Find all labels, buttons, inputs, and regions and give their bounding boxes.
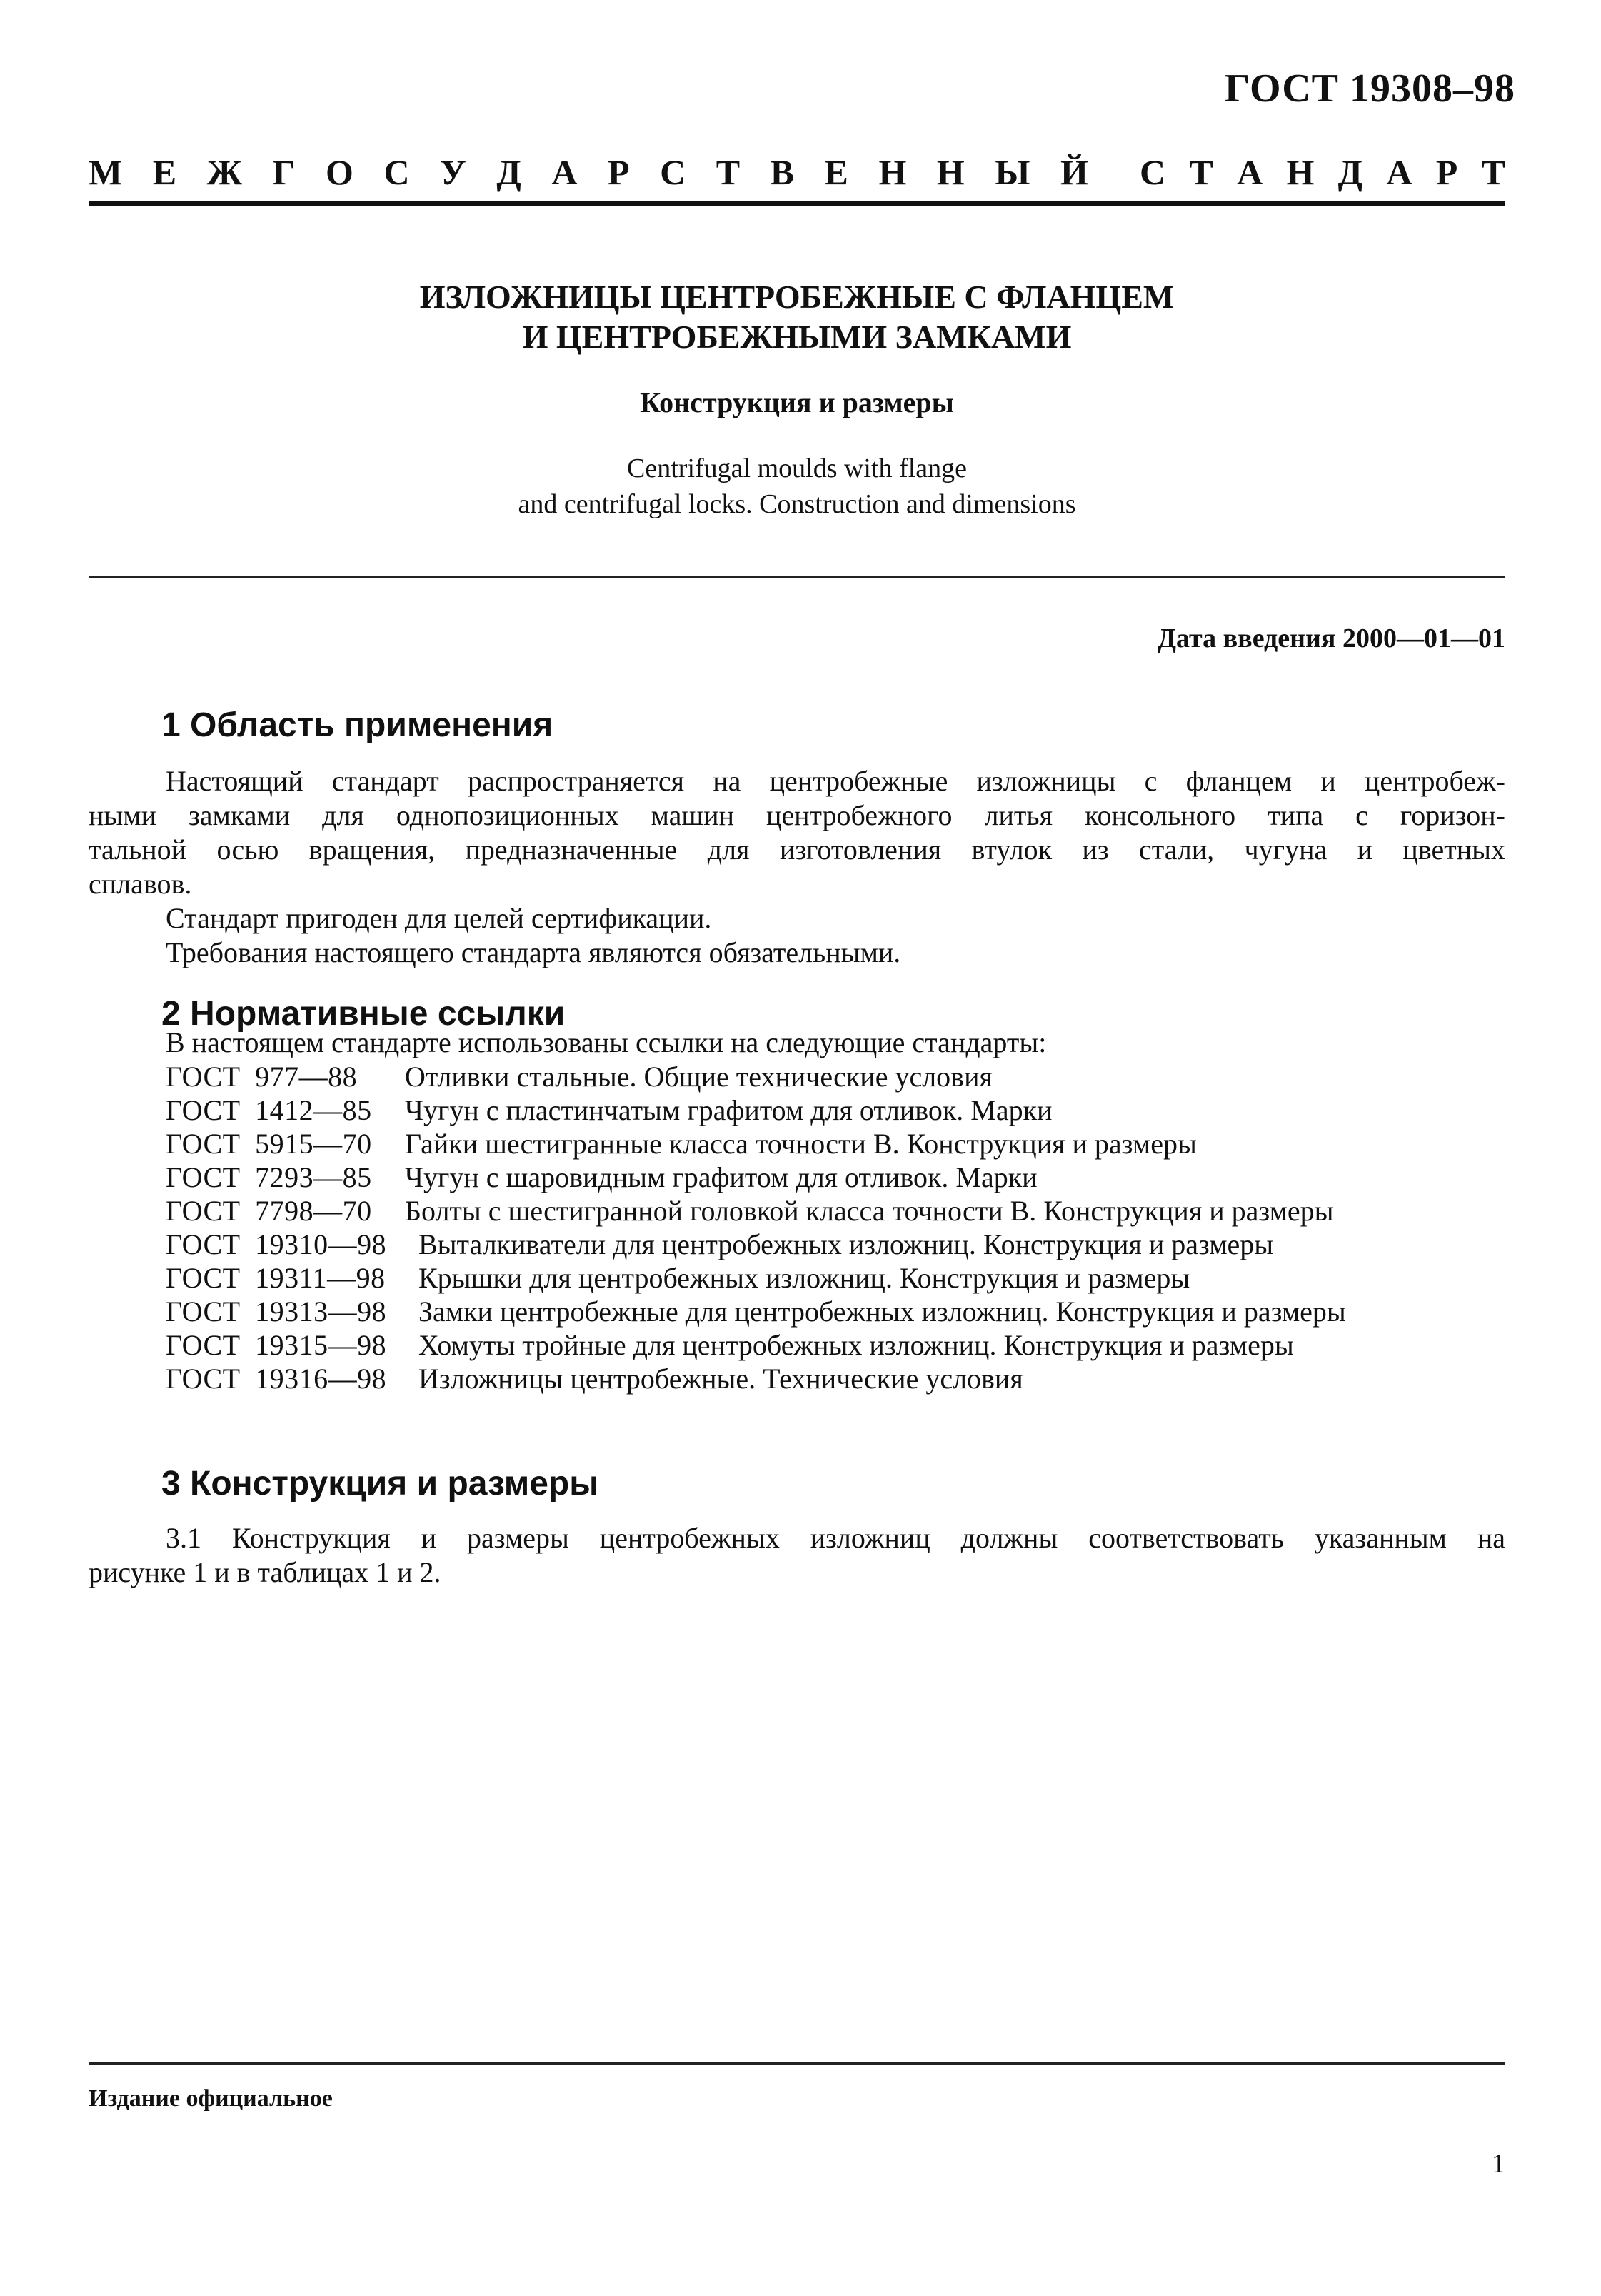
footer-divider (89, 2062, 1505, 2065)
standard-type-letter: С (383, 152, 410, 192)
reference-item (166, 1093, 1508, 1127)
standard-type-word-interstate (89, 151, 1088, 193)
standard-type-letter: В (770, 152, 794, 192)
reference-title: Чугун с шаровидным графитом для отливок. Марки (405, 1161, 1038, 1193)
reference-item (166, 1060, 1508, 1093)
reference-code: ГОСТ 977—88 (166, 1061, 358, 1093)
section-1-mandatory-line: Требования настоящего стандарта являются обязательными. (166, 936, 901, 968)
standard-type-letter: Й (1060, 152, 1088, 192)
standard-type-letter: Н (936, 152, 965, 192)
standard-type-letter: Г (272, 152, 296, 192)
standard-type-letter: У (440, 152, 466, 192)
standard-type-letter: Ж (206, 152, 243, 192)
standard-type-letter: А (1386, 152, 1412, 192)
reference-item (166, 1295, 1508, 1328)
section-3-heading: 3 Конструкция и размеры (161, 1465, 599, 1503)
section-3-line-2: рисунке 1 и в таблицах 1 и 2. (89, 1556, 441, 1588)
reference-item (166, 1328, 1508, 1362)
reference-code: ГОСТ 7798—70 (166, 1195, 372, 1227)
section-1-text (89, 764, 1505, 970)
standard-type-letter: Т (716, 152, 741, 192)
reference-title: Гайки шестигранные класса точности В. Конструкция и размеры (405, 1128, 1197, 1160)
standard-type-letter: Т (1189, 152, 1213, 192)
standard-type-letter: С (660, 152, 686, 192)
title-divider (89, 576, 1505, 578)
official-edition-label: Издание официальное (89, 2085, 333, 2112)
standard-type-word-standard (1140, 151, 1505, 193)
standard-type-letter: Р (607, 152, 630, 192)
reference-title: Хомуты тройные для центробежных изложниц. Конструкция и размеры (418, 1329, 1294, 1361)
page-number: 1 (1492, 2149, 1505, 2179)
section-1-line-3: тальной осью вращения, предназначенные для изготовления втулок из стали, чугуна и цветных (89, 833, 1505, 866)
standard-type-letter: О (326, 152, 353, 192)
section-3-text (89, 1521, 1505, 1590)
document-title-line-1: ИЗЛОЖНИЦЫ ЦЕНТРОБЕЖНЫЕ С ФЛАНЦЕМ (419, 279, 1175, 315)
english-title (89, 451, 1505, 522)
standard-type-heading (89, 151, 1505, 193)
section-1-line-4: сплавов. (89, 868, 192, 900)
reference-title: Изложницы центробежные. Технические условия (418, 1363, 1023, 1395)
reference-code: ГОСТ 7293—85 (166, 1161, 372, 1193)
document-title-line-2: И ЦЕНТРОБЕЖНЫМИ ЗАМКАМИ (522, 319, 1072, 355)
reference-item (166, 1362, 1508, 1395)
reference-title: Болты с шестигранной головкой класса точности В. Конструкция и размеры (405, 1195, 1334, 1227)
title-block (89, 277, 1505, 522)
standard-type-letter: А (551, 152, 578, 192)
reference-code: ГОСТ 19316—98 (166, 1363, 387, 1395)
reference-code: ГОСТ 19315—98 (166, 1329, 387, 1361)
header-divider (89, 201, 1505, 206)
standard-type-letter: Ы (995, 152, 1030, 192)
section-2-heading: 2 Нормативные ссылки (161, 995, 566, 1033)
standard-type-letter: Е (152, 152, 177, 192)
reference-item (166, 1160, 1508, 1194)
reference-item (166, 1194, 1508, 1228)
introduction-date: Дата введения 2000—01—01 (1157, 623, 1505, 653)
reference-title: Замки центробежные для центробежных изложниц. Конструкция и размеры (418, 1295, 1346, 1328)
reference-code: ГОСТ 19311—98 (166, 1262, 386, 1294)
reference-code: ГОСТ 5915—70 (166, 1128, 372, 1160)
standard-type-letter: Р (1435, 152, 1458, 192)
reference-item (166, 1261, 1508, 1295)
reference-title: Чугун с пластинчатым графитом для отливок. Марки (405, 1094, 1053, 1126)
standard-type-letter: Н (1286, 152, 1315, 192)
reference-title: Выталкиватели для центробежных изложниц. Конструкция и размеры (418, 1228, 1274, 1260)
document-number: ГОСТ 19308–98 (1224, 66, 1515, 111)
section-1-line-1: Настоящий стандарт распространяется на центробежные изложницы с фланцем и центробеж- (166, 765, 1505, 797)
section-2-intro: В настоящем стандарте использованы ссылки на следующие стандарты: (166, 1026, 1047, 1058)
document-subtitle: Конструкция и размеры (640, 386, 954, 418)
section-1-heading: 1 Область применения (161, 706, 553, 744)
standard-type-letter: М (89, 152, 123, 192)
english-title-line-2: and centrifugal locks. Construction and dimensions (518, 489, 1076, 519)
standard-type-letter: Д (496, 152, 521, 192)
section-1-certification-line: Стандарт пригоден для целей сертификации. (166, 902, 712, 934)
normative-references-list (166, 1060, 1508, 1395)
section-1-line-2: ными замками для однопозиционных машин центробежного литья консольного типа с горизон- (89, 799, 1505, 831)
reference-code: ГОСТ 1412—85 (166, 1094, 372, 1126)
standard-type-letter: Е (824, 152, 848, 192)
standard-type-letter: С (1140, 152, 1166, 192)
section-3-line-1: 3.1 Конструкция и размеры центробежных изложниц должны соответствовать указанным на (166, 1522, 1505, 1554)
reference-item (166, 1127, 1508, 1160)
standard-type-letter: Н (878, 152, 907, 192)
reference-code: ГОСТ 19313—98 (166, 1295, 387, 1328)
english-title-line-1: Centrifugal moulds with flange (627, 453, 967, 483)
reference-title: Отливки стальные. Общие технические условия (405, 1061, 993, 1093)
standard-type-letter: А (1237, 152, 1263, 192)
standard-type-letter: Д (1337, 152, 1363, 192)
reference-title: Крышки для центробежных изложниц. Конструкция и размеры (418, 1262, 1190, 1294)
standard-type-letter: Т (1481, 152, 1505, 192)
reference-item (166, 1228, 1508, 1261)
reference-code: ГОСТ 19310—98 (166, 1228, 387, 1260)
